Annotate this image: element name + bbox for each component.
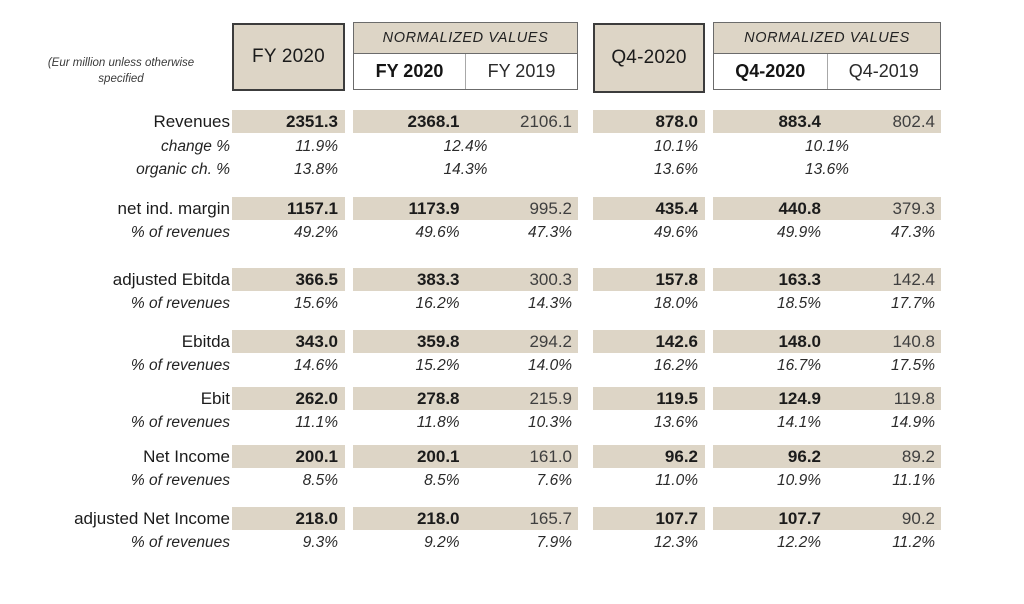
q4-2020-value: 10.1% xyxy=(654,138,698,155)
column-gap xyxy=(345,387,353,410)
column-gap xyxy=(578,268,593,291)
fy2020-value: 9.3% xyxy=(302,534,338,551)
normalized-q4-2019-value: 142.4 xyxy=(892,270,935,289)
normalized-fy-band xyxy=(353,268,578,291)
column-gap xyxy=(578,532,593,554)
normalized-q4-band xyxy=(713,110,941,133)
normalized-q4-2020-value: 10.9% xyxy=(777,472,821,489)
row-label: % of revenues xyxy=(130,295,230,312)
fy2020-value: 218.0 xyxy=(232,507,345,530)
normalized-q4-2019-value: 11.2% xyxy=(892,534,935,551)
normalized-fy2019-value: 14.0% xyxy=(528,357,572,374)
normalized-q4-band xyxy=(713,445,941,468)
column-gap xyxy=(578,412,593,434)
normalized-fy2020-value: 11.8% xyxy=(416,414,460,431)
normalized-q4-band xyxy=(713,507,941,530)
column-gap xyxy=(345,532,353,554)
q4-2020-value: 18.0% xyxy=(654,295,698,312)
normalized-q4-change-value: 13.6% xyxy=(805,161,849,178)
normalized-fy2019-value: 7.6% xyxy=(536,472,572,489)
fy2020-value: 11.9% xyxy=(295,138,338,155)
header-normalized-fy-group xyxy=(353,22,578,90)
normalized-fy-band xyxy=(353,445,578,468)
fy2020-value: 366.5 xyxy=(232,268,345,291)
column-gap xyxy=(578,330,593,353)
normalized-q4-band xyxy=(713,136,941,158)
normalized-q4-band xyxy=(713,387,941,410)
normalized-fy2019-value: 10.3% xyxy=(528,414,572,431)
column-gap xyxy=(345,445,353,468)
percent-row xyxy=(0,470,941,492)
normalized-q4-2020-value: 18.5% xyxy=(777,295,821,312)
normalized-fy2020-value: 9.2% xyxy=(424,534,460,551)
normalized-q4-band xyxy=(713,355,941,377)
percent-row xyxy=(0,532,941,554)
row-label: % of revenues xyxy=(130,414,230,431)
normalized-fy-band xyxy=(353,197,578,220)
normalized-q4-change-value: 10.1% xyxy=(805,138,849,155)
normalized-q4-band xyxy=(713,532,941,554)
normalized-q4-2019-value: 11.1% xyxy=(892,472,935,489)
q4-2020-value: 878.0 xyxy=(593,110,705,133)
normalized-fy-band xyxy=(353,293,578,315)
normalized-fy2020-value: 359.8 xyxy=(416,332,460,351)
normalized-fy-band xyxy=(353,412,578,434)
normalized-q4-2020-value: 440.8 xyxy=(778,199,821,218)
column-gap xyxy=(578,293,593,315)
normalized-q4-band xyxy=(713,330,941,353)
normalized-fy2020-value: 383.3 xyxy=(416,270,460,289)
percent-row xyxy=(0,293,941,315)
column-gap xyxy=(705,110,713,133)
normalized-q4-2020-value: 16.7% xyxy=(777,357,821,374)
normalized-fy2020-value: 2368.1 xyxy=(407,112,460,131)
percent-row xyxy=(0,222,941,244)
column-gap xyxy=(345,412,353,434)
normalized-fy2019-value: 300.3 xyxy=(529,270,572,289)
normalized-q4-2019-value: 47.3% xyxy=(891,224,935,241)
normalized-fy-band xyxy=(353,159,578,181)
normalized-q4-2019-value: 802.4 xyxy=(892,112,935,131)
normalized-fy2020-value: 15.2% xyxy=(415,357,460,374)
normalized-fy-band xyxy=(353,355,578,377)
row-label: change % xyxy=(161,138,230,155)
normalized-fy2020-value: 8.5% xyxy=(424,472,460,489)
metric-row xyxy=(0,507,941,530)
fy2020-value: 343.0 xyxy=(232,330,345,353)
column-gap xyxy=(578,159,593,181)
column-gap xyxy=(705,330,713,353)
column-gap xyxy=(705,355,713,377)
fy2020-value: 49.2% xyxy=(294,224,338,241)
metric-row xyxy=(0,330,941,353)
column-gap xyxy=(705,470,713,492)
normalized-fy2020-value: 278.8 xyxy=(416,389,460,408)
header-fy2020-actual xyxy=(232,23,345,91)
normalized-q4-2019-value: 17.7% xyxy=(891,295,935,312)
normalized-fy-band xyxy=(353,110,578,133)
header-normalized-q4-group xyxy=(713,22,941,90)
row-label: net ind. margin xyxy=(117,199,230,218)
normalized-q4-2019-value: 140.8 xyxy=(892,332,935,351)
row-label: adjusted Net Income xyxy=(74,509,230,528)
column-gap xyxy=(705,159,713,181)
normalized-fy-band xyxy=(353,330,578,353)
column-gap xyxy=(345,110,353,133)
normalized-q4-2020-value: 49.9% xyxy=(777,224,821,241)
fy2020-value: 200.1 xyxy=(232,445,345,468)
normalized-fy2020-value: 1173.9 xyxy=(408,199,460,218)
normalized-q4-band xyxy=(713,293,941,315)
normalized-q4-2020-value: 163.3 xyxy=(778,270,821,289)
normalized-q4-2020-value: 124.9 xyxy=(778,389,821,408)
column-gap xyxy=(578,110,593,133)
normalized-fy2019-value: 215.9 xyxy=(529,389,572,408)
column-gap xyxy=(705,387,713,410)
metric-row xyxy=(0,445,941,468)
column-gap xyxy=(705,293,713,315)
units-note: (Eur million unless otherwise specified xyxy=(47,57,195,85)
column-gap xyxy=(345,470,353,492)
normalized-q4-2020-value: 107.7 xyxy=(778,509,821,528)
fy2020-value: 13.8% xyxy=(294,161,338,178)
column-gap xyxy=(345,355,353,377)
normalized-fy2019-value: 161.0 xyxy=(529,447,572,466)
normalized-fy2019-value: 165.7 xyxy=(529,509,572,528)
row-label: Net Income xyxy=(143,447,230,466)
normalized-fy-band xyxy=(353,470,578,492)
header-normalized-q4-2019: Q4-2019 xyxy=(848,61,919,81)
normalized-q4-2019-value: 17.5% xyxy=(891,357,935,374)
q4-2020-value: 119.5 xyxy=(593,387,705,410)
fy2020-value: 2351.3 xyxy=(232,110,345,133)
header-q4-2020-actual-label: Q4-2020 xyxy=(611,47,687,68)
q4-2020-value: 107.7 xyxy=(593,507,705,530)
normalized-q4-band xyxy=(713,412,941,434)
normalized-q4-2020-value: 12.2% xyxy=(777,534,821,551)
normalized-fy-change-value: 12.4% xyxy=(443,138,488,155)
q4-2020-value: 49.6% xyxy=(654,224,698,241)
normalized-fy-band xyxy=(353,532,578,554)
fy2020-value: 262.0 xyxy=(232,387,345,410)
normalized-q4-2019-value: 14.9% xyxy=(891,414,935,431)
row-label: % of revenues xyxy=(130,472,230,489)
normalized-fy2020-value: 218.0 xyxy=(416,509,460,528)
column-gap xyxy=(345,507,353,530)
normalized-fy-band xyxy=(353,387,578,410)
row-label: Revenues xyxy=(153,112,230,131)
metric-row xyxy=(0,268,941,291)
column-gap xyxy=(578,355,593,377)
column-gap xyxy=(705,268,713,291)
normalized-fy-band xyxy=(353,136,578,158)
column-gap xyxy=(705,532,713,554)
normalized-q4-2020-value: 96.2 xyxy=(787,447,821,466)
metric-row xyxy=(0,387,941,410)
table-rows xyxy=(0,110,941,554)
normalized-q4-band xyxy=(713,159,941,181)
normalized-fy-change-value: 14.3% xyxy=(443,161,488,178)
normalized-q4-band xyxy=(713,268,941,291)
column-gap xyxy=(705,412,713,434)
row-label: Ebit xyxy=(200,389,230,408)
normalized-fy2019-value: 14.3% xyxy=(528,295,572,312)
column-gap xyxy=(578,136,593,158)
column-gap xyxy=(345,136,353,158)
column-gap xyxy=(345,268,353,291)
column-gap xyxy=(578,470,593,492)
q4-2020-value: 435.4 xyxy=(593,197,705,220)
column-gap xyxy=(578,507,593,530)
normalized-fy-band xyxy=(353,222,578,244)
normalized-q4-2019-value: 89.2 xyxy=(901,447,935,466)
header-normalized-q4-2020: Q4-2020 xyxy=(714,54,828,89)
normalized-values-title: NORMALIZED VALUES xyxy=(354,23,577,54)
normalized-q4-2020-value: 883.4 xyxy=(778,112,821,131)
row-label: % of revenues xyxy=(130,534,230,551)
normalized-q4-band xyxy=(713,197,941,220)
column-gap xyxy=(705,222,713,244)
normalized-fy-subheaders xyxy=(354,54,577,89)
column-gap xyxy=(705,445,713,468)
percent-row xyxy=(0,159,941,181)
percent-row xyxy=(0,136,941,158)
normalized-q4-subheaders xyxy=(714,54,940,89)
normalized-q4-2019-value: 119.8 xyxy=(893,389,935,408)
q4-2020-value: 142.6 xyxy=(593,330,705,353)
column-gap xyxy=(345,293,353,315)
header-fy2020-actual-label: FY 2020 xyxy=(252,46,325,67)
column-gap xyxy=(578,387,593,410)
row-label: Ebitda xyxy=(181,332,230,351)
row-label: adjusted Ebitda xyxy=(112,270,230,289)
fy2020-value: 11.1% xyxy=(295,414,338,431)
q4-2020-value: 13.6% xyxy=(654,161,698,178)
column-gap xyxy=(578,445,593,468)
column-gap xyxy=(345,330,353,353)
column-gap xyxy=(705,197,713,220)
column-gap xyxy=(705,507,713,530)
normalized-q4-2020-value: 14.1% xyxy=(777,414,821,431)
column-gap xyxy=(578,197,593,220)
normalized-fy2019-value: 47.3% xyxy=(528,224,572,241)
header-normalized-fy2019: FY 2019 xyxy=(487,61,556,81)
q4-2020-value: 12.3% xyxy=(654,534,698,551)
normalized-fy2019-value: 2106.1 xyxy=(520,112,572,131)
fy2020-value: 14.6% xyxy=(294,357,338,374)
normalized-values-title: NORMALIZED VALUES xyxy=(714,23,940,54)
fy2020-value: 1157.1 xyxy=(232,197,345,220)
normalized-q4-band xyxy=(713,222,941,244)
normalized-q4-2019-value: 90.2 xyxy=(901,509,935,528)
normalized-fy2019-value: 294.2 xyxy=(529,332,572,351)
q4-2020-value: 13.6% xyxy=(654,414,698,431)
row-label: organic ch. % xyxy=(136,161,230,178)
normalized-q4-2020-value: 148.0 xyxy=(778,332,821,351)
percent-row xyxy=(0,355,941,377)
header-q4-2020-actual xyxy=(593,23,705,93)
row-label: % of revenues xyxy=(130,357,230,374)
q4-2020-value: 16.2% xyxy=(654,357,698,374)
fy2020-value: 15.6% xyxy=(294,295,338,312)
normalized-q4-band xyxy=(713,470,941,492)
percent-row xyxy=(0,412,941,434)
normalized-fy2020-value: 16.2% xyxy=(415,295,460,312)
q4-2020-value: 11.0% xyxy=(655,472,698,489)
q4-2020-value: 96.2 xyxy=(593,445,705,468)
column-gap xyxy=(578,222,593,244)
normalized-fy2020-value: 49.6% xyxy=(415,224,460,241)
column-gap xyxy=(345,197,353,220)
header-normalized-fy2020: FY 2020 xyxy=(354,54,466,89)
column-gap xyxy=(345,159,353,181)
metric-row xyxy=(0,197,941,220)
normalized-q4-2019-value: 379.3 xyxy=(892,199,935,218)
column-gap xyxy=(705,136,713,158)
fy2020-value: 8.5% xyxy=(302,472,338,489)
row-label: % of revenues xyxy=(130,224,230,241)
normalized-fy2019-value: 7.9% xyxy=(536,534,572,551)
q4-2020-value: 157.8 xyxy=(593,268,705,291)
normalized-fy2019-value: 995.2 xyxy=(529,199,572,218)
normalized-fy-band xyxy=(353,507,578,530)
normalized-fy2020-value: 200.1 xyxy=(416,447,460,466)
column-gap xyxy=(345,222,353,244)
metric-row xyxy=(0,110,941,133)
